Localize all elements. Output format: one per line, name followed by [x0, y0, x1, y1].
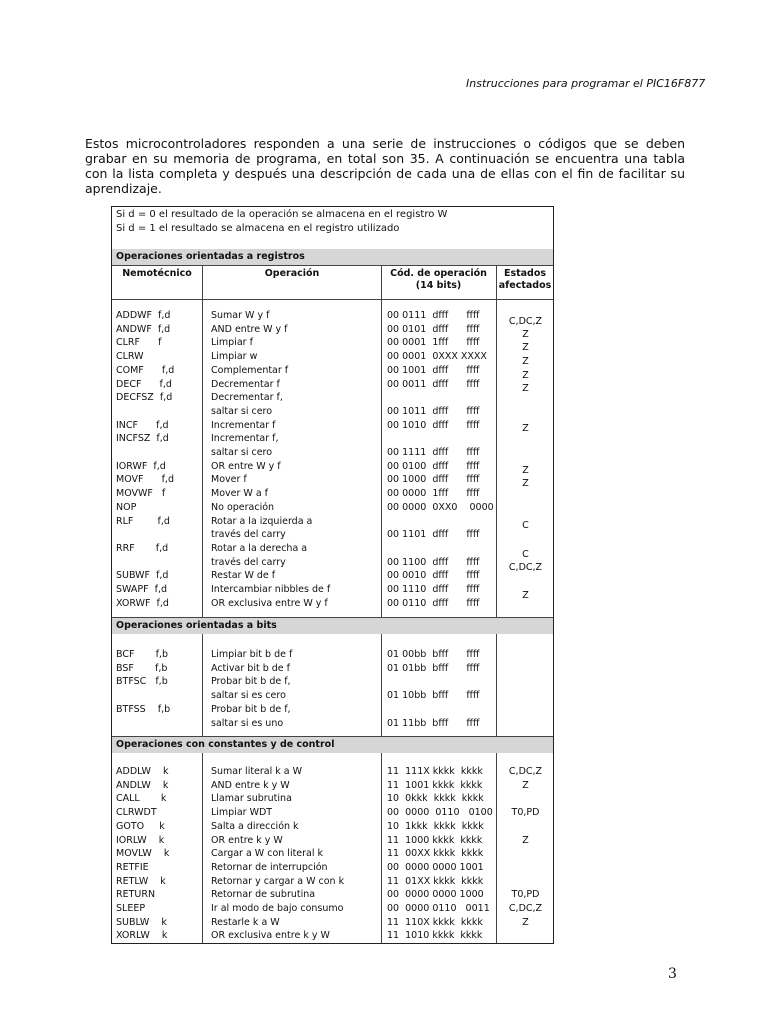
opcode-cell: 00 0101 dfff ffff: [387, 323, 480, 335]
operation-cell: Retornar y cargar a W con k: [211, 875, 345, 887]
intro-paragraph: Estos microcontroladores responden a una serie de instrucciones o códigos que se deben grabar en su memoria de programa, en total son 35. A continuación se encuentra una tabla con la lista completa y después una descripción de cada una de ellas con el fin de facilitar su aprendizaje.: [85, 136, 685, 196]
opcode-cell: 11 00XX kkkk kkkk: [387, 848, 484, 860]
mnemonic-cell: IORWF f,d: [116, 460, 166, 472]
opcode-cell: 10 1kkk kkkk kkkk: [387, 820, 484, 832]
operation-cell: AND entre k y W: [211, 779, 290, 791]
operation-cell: Llamar subrutina: [211, 793, 292, 805]
opcode-cell: 11 01XX kkkk kkkk: [387, 875, 484, 887]
section-heading-constants: Operaciones con constantes y de control: [112, 737, 553, 753]
status-cell: Z: [522, 478, 529, 489]
operation-cell: Incrementar f: [211, 419, 276, 431]
section-heading-registers: Operaciones orientadas a registros: [112, 249, 553, 265]
opcode-cell: 00 0001 0XXX XXXX: [387, 351, 487, 363]
rule: [381, 634, 382, 736]
operation-cell: Restar W de f: [211, 570, 276, 582]
operation-cell: saltar si es uno: [211, 717, 284, 729]
mnemonic-cell: CLRWDT: [116, 807, 157, 819]
opcode-cell: 10 0kkk kkkk kkkk: [387, 793, 484, 805]
operation-cell: Limpiar f: [211, 337, 253, 349]
status-cell: Z: [522, 423, 529, 434]
operation-cell: Mover f: [211, 474, 247, 486]
operation-cell: Sumar literal k a W: [211, 766, 303, 777]
rule: [496, 634, 497, 736]
operation-cell: través del carry: [211, 556, 286, 568]
mnemonic-cell: MOVLW k: [116, 848, 170, 860]
operation-cell: Activar bit b de f: [211, 662, 290, 674]
running-header: Instrucciones para programar el PIC16F877: [466, 77, 706, 90]
opcode-cell: 00 0000 1fff ffff: [387, 488, 480, 500]
operation-cell: Limpiar bit b de f: [211, 649, 293, 660]
status-cell: T0,PD: [511, 807, 540, 819]
opcode-cell: 11 1010 kkkk kkkk: [387, 930, 483, 942]
opcode-cell: 00 0000 0110 0100: [387, 807, 493, 819]
opcode-cell: 00 0100 dfff ffff: [387, 460, 480, 472]
operation-cell: OR exclusiva entre k y W: [211, 930, 330, 942]
mnemonic-cell: MOVWF f: [116, 488, 166, 500]
mnemonic-cell: XORLW k: [116, 930, 168, 942]
status-cell: C,DC,Z: [508, 766, 543, 777]
mnemonic-cell: SLEEP: [116, 903, 146, 914]
status-cell: C: [522, 549, 529, 560]
opcode-cell: 00 0011 dfff ffff: [387, 378, 480, 390]
section-heading-bits: Operaciones orientadas a bits: [112, 618, 553, 634]
opcode-cell: 11 1001 kkkk kkkk: [387, 779, 483, 791]
operation-cell: Limpiar WDT: [211, 807, 273, 819]
mnemonic-cell: ANDLW k: [116, 779, 169, 791]
opcode-cell: 00 1100 dfff ffff: [387, 556, 480, 568]
mnemonic-cell: DECF f,d: [116, 378, 172, 390]
status-cell: Z: [522, 465, 529, 476]
operation-cell: Incrementar f,: [211, 433, 279, 445]
operation-cell: Restarle k a W: [211, 916, 280, 928]
opcode-cell: 00 0010 dfff ffff: [387, 570, 480, 582]
opcode-cell: 00 1110 dfff ffff: [387, 584, 480, 595]
mnemonic-cell: RETLW k: [116, 875, 166, 887]
operation-cell: Limpiar w: [211, 351, 258, 363]
operation-cell: Complementar f: [211, 364, 289, 376]
mnemonic-cell: ADDWF f,d: [116, 310, 171, 321]
rule: [202, 265, 203, 617]
rule: [381, 753, 382, 943]
opcode-cell: 00 1101 dfff ffff: [387, 529, 480, 541]
mnemonic-cell: RLF f,d: [116, 515, 170, 527]
operation-cell: Retornar de subrutina: [211, 889, 316, 901]
operation-cell: Intercambiar nibbles de f: [211, 584, 331, 595]
opcode-cell: 00 0000 0000 1001: [387, 861, 484, 873]
mnemonic-cell: XORWF f,d: [116, 597, 169, 609]
rule: [202, 634, 203, 736]
operation-cell: saltar si cero: [211, 447, 273, 458]
opcode-cell: 01 10bb bfff ffff: [387, 690, 480, 702]
mnemonic-cell: SUBWF f,d: [116, 570, 169, 582]
rule: [202, 753, 203, 943]
opcode-cell: 00 0001 1fff ffff: [387, 337, 480, 349]
column-header-operation: Operación: [264, 268, 320, 279]
status-cell: Z: [522, 834, 529, 846]
mnemonic-cell: ADDLW k: [116, 766, 169, 777]
status-cell: T0,PD: [511, 889, 540, 901]
mnemonic-cell: IORLW k: [116, 834, 165, 846]
column-header-opcode: Cód. de operación (14 bits): [390, 268, 487, 291]
operation-cell: Salta a dirección k: [211, 820, 299, 832]
mnemonic-cell: COMF f,d: [116, 364, 175, 376]
operation-cell: Probar bit b de f,: [211, 703, 291, 715]
operation-cell: Rotar a la derecha a: [211, 542, 308, 554]
operation-cell: OR entre k y W: [211, 834, 283, 846]
opcode-cell: 00 0110 dfff ffff: [387, 597, 480, 609]
rule: [496, 265, 497, 617]
opcode-cell: 01 00bb bfff ffff: [387, 649, 480, 660]
mnemonic-cell: INCF f,d: [116, 419, 169, 431]
mnemonic-cell: GOTO k: [116, 820, 165, 832]
operation-cell: Ir al modo de bajo consumo: [211, 903, 344, 914]
operation-cell: No operación: [211, 501, 275, 513]
mnemonic-cell: CLRW: [116, 351, 144, 363]
opcode-cell: 00 0111 dfff ffff: [387, 310, 480, 321]
mnemonic-cell: ANDWF f,d: [116, 323, 171, 335]
status-cell: Z: [522, 916, 529, 928]
mnemonic-cell: BSF f,b: [116, 662, 168, 674]
table-note-d1: Si d = 1 el resultado se almacena en el registro utilizado: [116, 223, 400, 234]
mnemonic-cell: RETURN: [116, 889, 156, 901]
operation-cell: AND entre W y f: [211, 323, 288, 335]
status-cell: C,DC,Z: [508, 562, 543, 573]
rule: [112, 299, 553, 300]
opcode-cell: 00 0000 0000 1000: [387, 889, 484, 901]
status-cell: Z: [522, 329, 529, 340]
rule: [112, 265, 553, 266]
mnemonic-cell: CLRF f: [116, 337, 162, 349]
mnemonic-cell: NOP: [116, 501, 137, 513]
opcode-cell: 01 11bb bfff ffff: [387, 717, 480, 729]
operation-cell: OR exclusiva entre W y f: [211, 597, 328, 609]
status-cell: C: [522, 520, 529, 531]
status-cell: Z: [522, 590, 529, 601]
column-header-status: Estados afectados: [498, 268, 552, 291]
status-cell: Z: [522, 370, 529, 381]
page-number: 3: [668, 966, 677, 982]
operation-cell: Decrementar f,: [211, 392, 283, 404]
opcode-cell: 00 1011 dfff ffff: [387, 405, 480, 417]
operation-cell: saltar si es cero: [211, 690, 286, 702]
opcode-cell: 00 1111 dfff ffff: [387, 447, 480, 458]
mnemonic-cell: SWAPF f,d: [116, 584, 168, 595]
instruction-table: [111, 206, 554, 944]
opcode-cell: 11 1000 kkkk kkkk: [387, 834, 483, 846]
opcode-cell: 00 0000 0110 0011: [387, 903, 490, 914]
mnemonic-cell: BCF f,b: [116, 649, 168, 660]
operation-cell: Decrementar f: [211, 378, 280, 390]
status-cell: Z: [522, 342, 529, 353]
opcode-cell: 01 01bb bfff ffff: [387, 662, 480, 674]
opcode-cell: 11 110X kkkk kkkk: [387, 916, 483, 928]
operation-cell: OR entre W y f: [211, 460, 281, 472]
status-cell: C,DC,Z: [508, 903, 543, 914]
opcode-cell: 00 1010 dfff ffff: [387, 419, 480, 431]
mnemonic-cell: MOVF f,d: [116, 474, 174, 486]
operation-cell: través del carry: [211, 529, 286, 541]
mnemonic-cell: SUBLW k: [116, 916, 167, 928]
table-note-d0: Si d = 0 el resultado de la operación se almacena en el registro W: [116, 209, 448, 220]
operation-cell: Cargar a W con literal k: [211, 848, 324, 860]
mnemonic-cell: BTFSC f,b: [116, 676, 168, 688]
opcode-cell: 00 0000 0XX0 0000: [387, 501, 494, 513]
column-header-mnemonic: Nemotécnico: [122, 268, 192, 279]
mnemonic-cell: RETFIE: [116, 861, 149, 873]
operation-cell: Mover W a f: [211, 488, 268, 500]
operation-cell: Sumar W y f: [211, 310, 270, 321]
mnemonic-cell: BTFSS f,b: [116, 703, 171, 715]
status-cell: Z: [522, 383, 529, 394]
rule: [496, 753, 497, 943]
status-cell: Z: [522, 356, 529, 367]
operation-cell: Rotar a la izquierda a: [211, 515, 313, 527]
status-cell: C,DC,Z: [508, 316, 543, 327]
opcode-cell: 00 1001 dfff ffff: [387, 364, 480, 376]
mnemonic-cell: DECFSZ f,d: [116, 392, 173, 404]
status-cell: Z: [522, 779, 529, 791]
operation-cell: saltar si cero: [211, 405, 273, 417]
opcode-cell: 11 111X kkkk kkkk: [387, 766, 483, 777]
mnemonic-cell: RRF f,d: [116, 542, 169, 554]
operation-cell: Retornar de interrupción: [211, 861, 328, 873]
mnemonic-cell: CALL k: [116, 793, 167, 805]
rule: [381, 265, 382, 617]
operation-cell: Probar bit b de f,: [211, 676, 291, 688]
opcode-cell: 00 1000 dfff ffff: [387, 474, 480, 486]
mnemonic-cell: INCFSZ f,d: [116, 433, 169, 445]
